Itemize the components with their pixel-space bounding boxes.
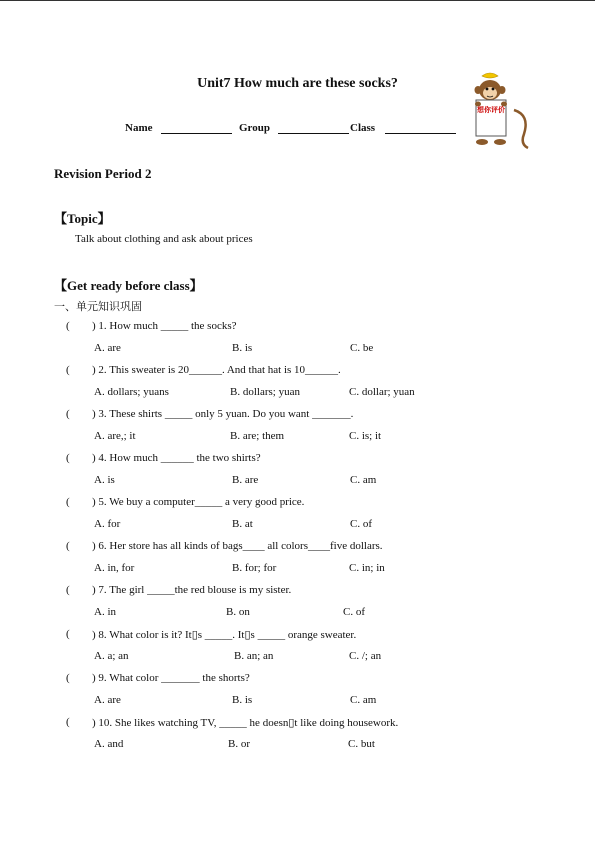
answer-option[interactable]: C. of — [350, 518, 372, 530]
answer-bracket[interactable]: ( — [66, 672, 70, 684]
topic-text: Talk about clothing and ask about prices — [75, 233, 253, 245]
answer-option[interactable]: B. are — [232, 474, 259, 486]
answer-option[interactable]: C. dollar; yuan — [349, 386, 415, 398]
question-text: ) 2. This sweater is 20______. And that hat is 10______. — [92, 364, 341, 376]
answer-bracket[interactable]: ( — [66, 364, 70, 376]
answer-option[interactable]: C. in; in — [349, 562, 385, 574]
answer-option[interactable]: A. is — [94, 474, 115, 486]
monkey-badge-icon — [470, 70, 530, 150]
answer-option[interactable]: C. am — [350, 694, 377, 706]
answer-option[interactable]: C. is; it — [349, 430, 382, 442]
answer-option[interactable]: A. dollars; yuans — [94, 386, 169, 398]
answer-option[interactable]: B. on — [226, 606, 250, 618]
answer-option[interactable]: B. at — [232, 518, 253, 530]
badge-label: 想你评价 — [477, 106, 505, 114]
answer-bracket[interactable]: ( — [66, 628, 70, 640]
answer-option[interactable]: A. in — [94, 606, 116, 618]
answer-option[interactable]: B. for; for — [232, 562, 277, 574]
answer-option[interactable]: C. be — [350, 342, 374, 354]
answer-option[interactable]: B. an; an — [234, 650, 274, 662]
ready-heading: 【Get ready before class】 — [54, 278, 203, 293]
question-text: ) 4. How much ______ the two shirts? — [92, 452, 261, 464]
group-label: Group — [239, 122, 270, 134]
name-blank[interactable] — [161, 133, 232, 134]
top-rule — [0, 0, 595, 1]
answer-option[interactable]: B. is — [232, 342, 253, 354]
answer-option[interactable]: C. am — [350, 474, 377, 486]
answer-option[interactable]: B. or — [228, 738, 250, 750]
class-label: Class — [350, 122, 376, 134]
section-heading: 一、单元知识巩固 — [54, 300, 142, 313]
question-text: ) 9. What color _______ the shorts? — [92, 672, 250, 684]
answer-bracket[interactable]: ( — [66, 496, 70, 508]
answer-bracket[interactable]: ( — [66, 320, 70, 332]
answer-option[interactable]: B. is — [232, 694, 253, 706]
question-text: ) 6. Her store has all kinds of bags____ all colors____five dollars. — [92, 540, 383, 552]
answer-bracket[interactable]: ( — [66, 540, 70, 552]
question-text: ) 5. We buy a computer_____ a very good price. — [92, 496, 305, 508]
question-text: ) 8. What color is it? It▯s _____. It▯s _____ orange sweater. — [92, 629, 357, 641]
answer-option[interactable]: A. are — [94, 342, 121, 354]
class-blank[interactable] — [385, 133, 456, 134]
question-text: ) 7. The girl _____the red blouse is my sister. — [92, 584, 292, 596]
answer-bracket[interactable]: ( — [66, 584, 70, 596]
question-text: ) 10. She likes watching TV, _____ he doesn▯t like doing housework. — [92, 717, 399, 729]
answer-option[interactable]: A. are — [94, 694, 121, 706]
name-label: Name — [125, 122, 153, 134]
question-text: ) 1. How much _____ the socks? — [92, 320, 237, 332]
answer-option[interactable]: A. are,; it — [94, 430, 136, 442]
revision-heading: Revision Period 2 — [54, 166, 152, 181]
answer-option[interactable]: B. are; them — [230, 430, 285, 442]
group-blank[interactable] — [278, 133, 349, 134]
answer-option[interactable]: B. dollars; yuan — [230, 386, 300, 398]
answer-option[interactable]: C. /; an — [349, 650, 382, 662]
answer-option[interactable]: C. of — [343, 606, 365, 618]
answer-bracket[interactable]: ( — [66, 716, 70, 728]
answer-option[interactable]: A. for — [94, 518, 121, 530]
answer-option[interactable]: A. and — [94, 738, 124, 750]
page-title: Unit7 How much are these socks? — [197, 76, 398, 91]
question-text: ) 3. These shirts _____ only 5 yuan. Do you want _______. — [92, 408, 354, 420]
answer-option[interactable]: A. a; an — [94, 650, 129, 662]
answer-option[interactable]: A. in, for — [94, 562, 135, 574]
answer-bracket[interactable]: ( — [66, 408, 70, 420]
answer-option[interactable]: C. but — [348, 738, 375, 750]
answer-bracket[interactable]: ( — [66, 452, 70, 464]
topic-heading: 【Topic】 — [54, 211, 111, 226]
